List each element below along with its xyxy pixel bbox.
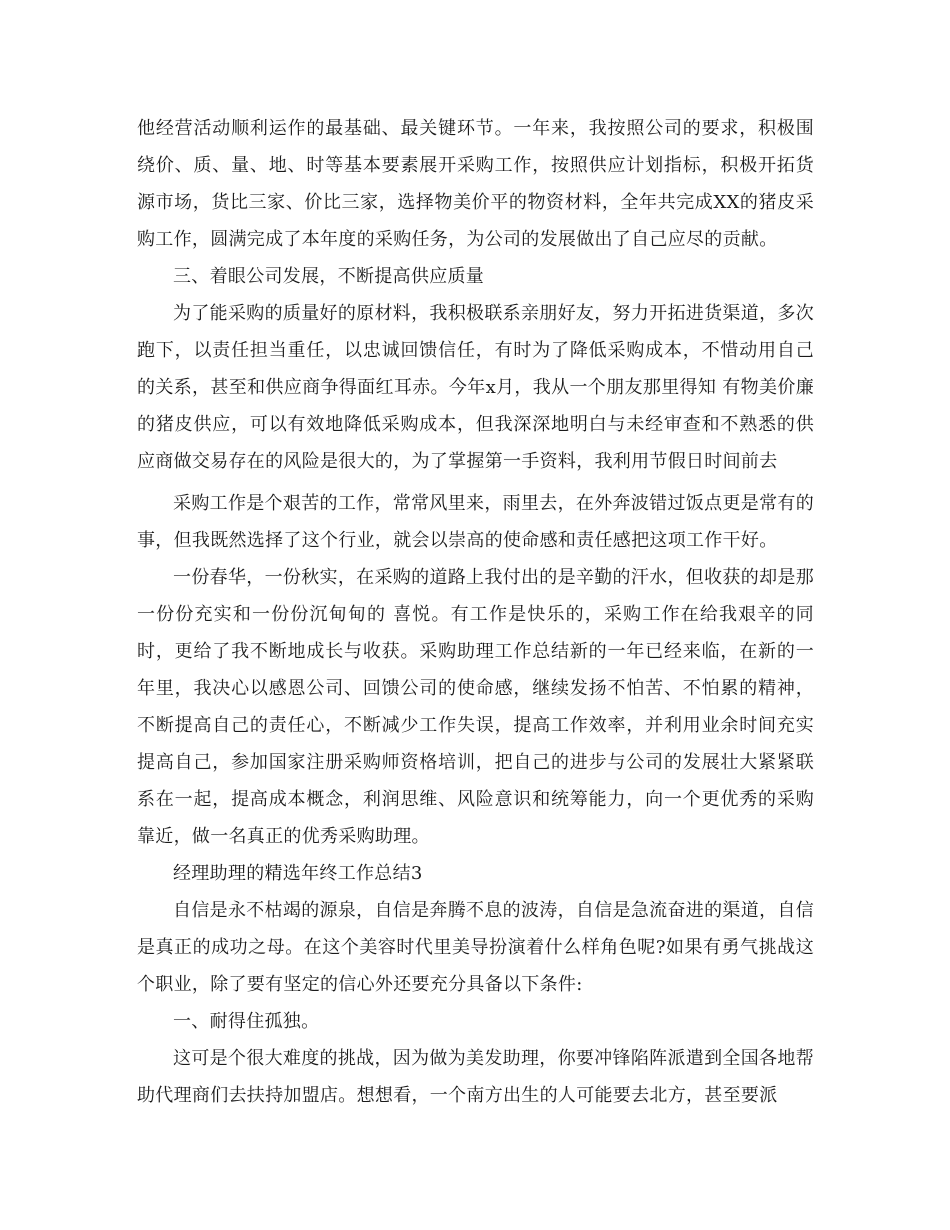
paragraph-harvest: 一份春华，一份秋实，在采购的道路上我付出的是辛勤的汗水，但收获的却是那一份份充实和一份份沉甸甸的 喜悦。有工作是快乐的，采购工作在给我艰辛的同时，更给了我不断地成长与收获。采购助理工作总结新的一年已经来临，在新的一年里，我决心以感恩公司、回馈公司的使命感，继续发扬不怕苦、不怕累的精神，不断提高自己的责任心，不断减少工作失误，提高工作效率，并利用业余时间充实提高自己，参加国家注册采购师资格培训，把自己的进步与公司的发展壮大紧紧联系在一起，提高成本概念，利润思维、风险意识和统筹能力，向一个更优秀的采购靠近，做一名真正的优秀采购助理。 — [137, 567, 814, 847]
paragraph-hardship: 采购工作是个艰苦的工作，常常风里来，雨里去，在外奔波错过饭点更是常有的事，但我既然选择了这个行业，就会以崇高的使命感和责任感把这项工作干好。 — [137, 493, 814, 551]
paragraph-supply-quality: 为了能采购的质量好的原材料，我积极联系亲朋好友，努力开拓进货渠道，多次跑下，以责任担当重任，以忠诚回馈信任，有时为了降低采购成本，不惜动用自己的关系，甚至和供应商争得面红耳赤。今年x月，我从一个朋友那里得知 有物美价廉的猪皮供应，可以有效地降低采购成本，但我深深地明白与未经审查和不熟悉的供应商做交易存在的风险是很大的，为了掌握第一手资料，我利用节假日时间前去 — [137, 303, 814, 472]
summary-title-3: 经理助理的精选年终工作总结3 — [173, 863, 423, 884]
paragraph-intro-continuation: 他经营活动顺利运作的最基础、最关键环节。一年来，我按照公司的要求，积极围绕价、质、量、地、时等基本要素展开采购工作，按照供应计划指标，积极开拓货源市场，货比三家、价比三家，选择物美价平的物资材料，全年共完成XX的猪皮采购工作，圆满完成了本年度的采购任务，为公司的发展做出了自己应尽的贡献。 — [137, 118, 814, 250]
section-heading-3: 三、着眼公司发展，不断提高供应质量 — [173, 266, 485, 287]
section-heading-1: 一、耐得住孤独。 — [173, 1011, 320, 1032]
paragraph-challenge: 这可是个很大难度的挑战，因为做为美发助理，你要冲锋陷阵派遣到全国各地帮助代理商们去扶持加盟店。想想看，一个南方出生的人可能要去北方，甚至要派 — [137, 1048, 814, 1106]
paragraph-confidence: 自信是永不枯竭的源泉，自信是奔腾不息的波涛，自信是急流奋进的渠道，自信是真正的成功之母。在这个美容时代里美导扮演着什么样角色呢?如果有勇气挑战这个职业，除了要有坚定的信心外还要充分具备以下条件: — [137, 900, 814, 995]
